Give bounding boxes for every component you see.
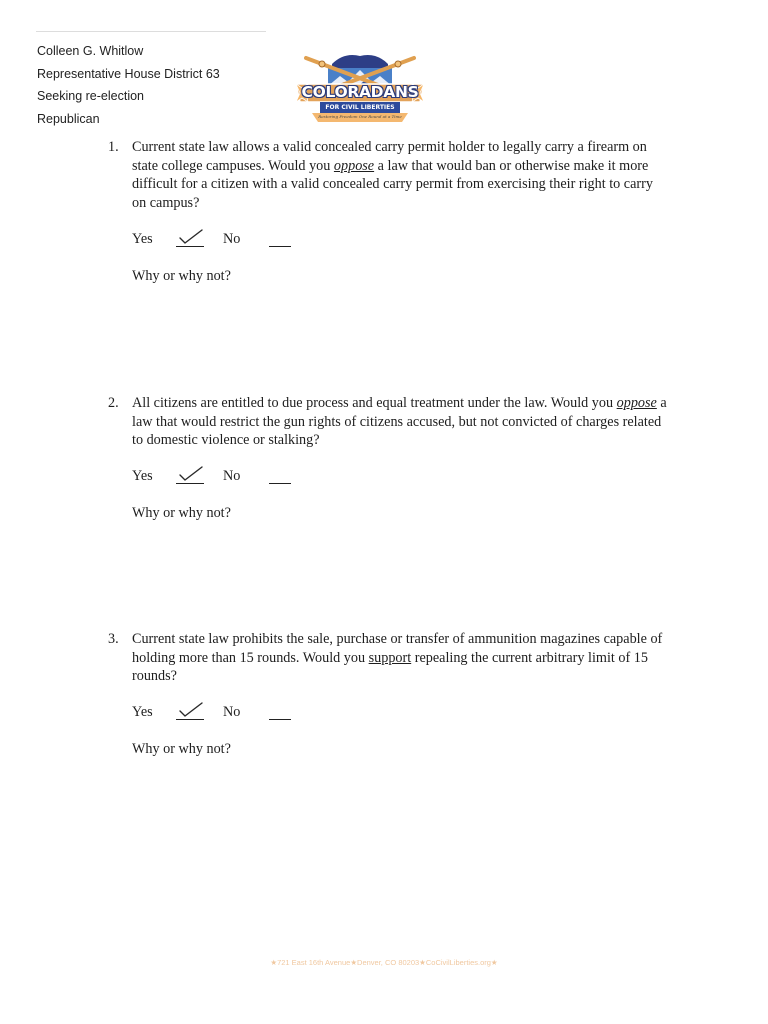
no-blank[interactable]: [269, 719, 291, 720]
no-label: No: [223, 468, 241, 484]
yes-label: Yes: [132, 704, 153, 720]
question-text: [132, 394, 668, 450]
footer-address: ★721 East 16th Avenue★Denver, CO 80203★CoCivilLiberties.org★: [270, 958, 498, 967]
question-1: [108, 138, 668, 214]
question-emphasis: support: [368, 649, 412, 666]
answer-row-2: [132, 467, 302, 487]
question-number: 2.: [108, 395, 119, 411]
organization-logo: [292, 46, 428, 132]
yes-blank[interactable]: [176, 719, 204, 720]
why-label: Why or why not?: [132, 741, 231, 757]
question-emphasis: oppose: [616, 395, 657, 411]
candidate-district: Representative House District 63: [37, 66, 220, 81]
why-label: Why or why not?: [132, 505, 231, 521]
question-text-end: a law that would ban or otherwise make it more difficult for a citizen with a valid concealed carry permit from exercising their right to carry on campus?: [132, 157, 653, 211]
checkmark-icon: [178, 699, 204, 719]
yes-blank[interactable]: [176, 483, 204, 484]
no-blank[interactable]: [269, 483, 291, 484]
question-text-end: repealing the current arbitrary limit of 15 rounds?: [132, 649, 648, 685]
question-text-start: Current state law prohibits the sale, purchase or transfer of ammunition magazines capable of holding more than 15 rounds. Would you: [132, 631, 663, 666]
no-label: No: [223, 704, 241, 720]
question-text-start: Current state law allows a valid concealed carry permit holder to legally carry a firearm on state college campuses. Would you: [132, 139, 647, 174]
question-text-start: All citizens are entitled to due process and equal treatment under the law. Would you: [132, 395, 617, 411]
no-label: No: [223, 231, 241, 247]
answer-row-1: [132, 230, 302, 250]
candidate-info: [37, 40, 220, 130]
question-text: [132, 630, 668, 686]
logo-subtitle: FOR CIVIL LIBERTIES: [325, 104, 395, 111]
question-2: [108, 394, 668, 452]
question-text-end: a law that would restrict the gun rights of citizens accused, but not convicted of charges related to domestic violence or stalking?: [132, 395, 667, 449]
question-number: 3.: [108, 631, 119, 647]
top-rule: [36, 31, 266, 32]
yes-label: Yes: [132, 468, 153, 484]
no-blank[interactable]: [269, 246, 291, 247]
logo-title: COLORADANS: [301, 83, 419, 101]
candidate-party: Republican: [37, 111, 100, 126]
checkmark-icon: [178, 226, 204, 246]
why-label: Why or why not?: [132, 268, 231, 284]
question-emphasis: oppose: [333, 157, 375, 174]
candidate-name: Colleen G. Whitlow: [37, 44, 144, 58]
question-number: 1.: [108, 139, 119, 155]
logo-tagline: Restoring Freedom One Round at a Time: [318, 114, 402, 119]
answer-row-3: [132, 703, 302, 723]
yes-label: Yes: [132, 231, 153, 247]
checkmark-icon: [178, 463, 204, 483]
candidate-status: Seeking re-election: [37, 89, 145, 103]
question-3: [108, 630, 668, 688]
question-text: [132, 138, 668, 212]
yes-blank[interactable]: [176, 246, 204, 247]
